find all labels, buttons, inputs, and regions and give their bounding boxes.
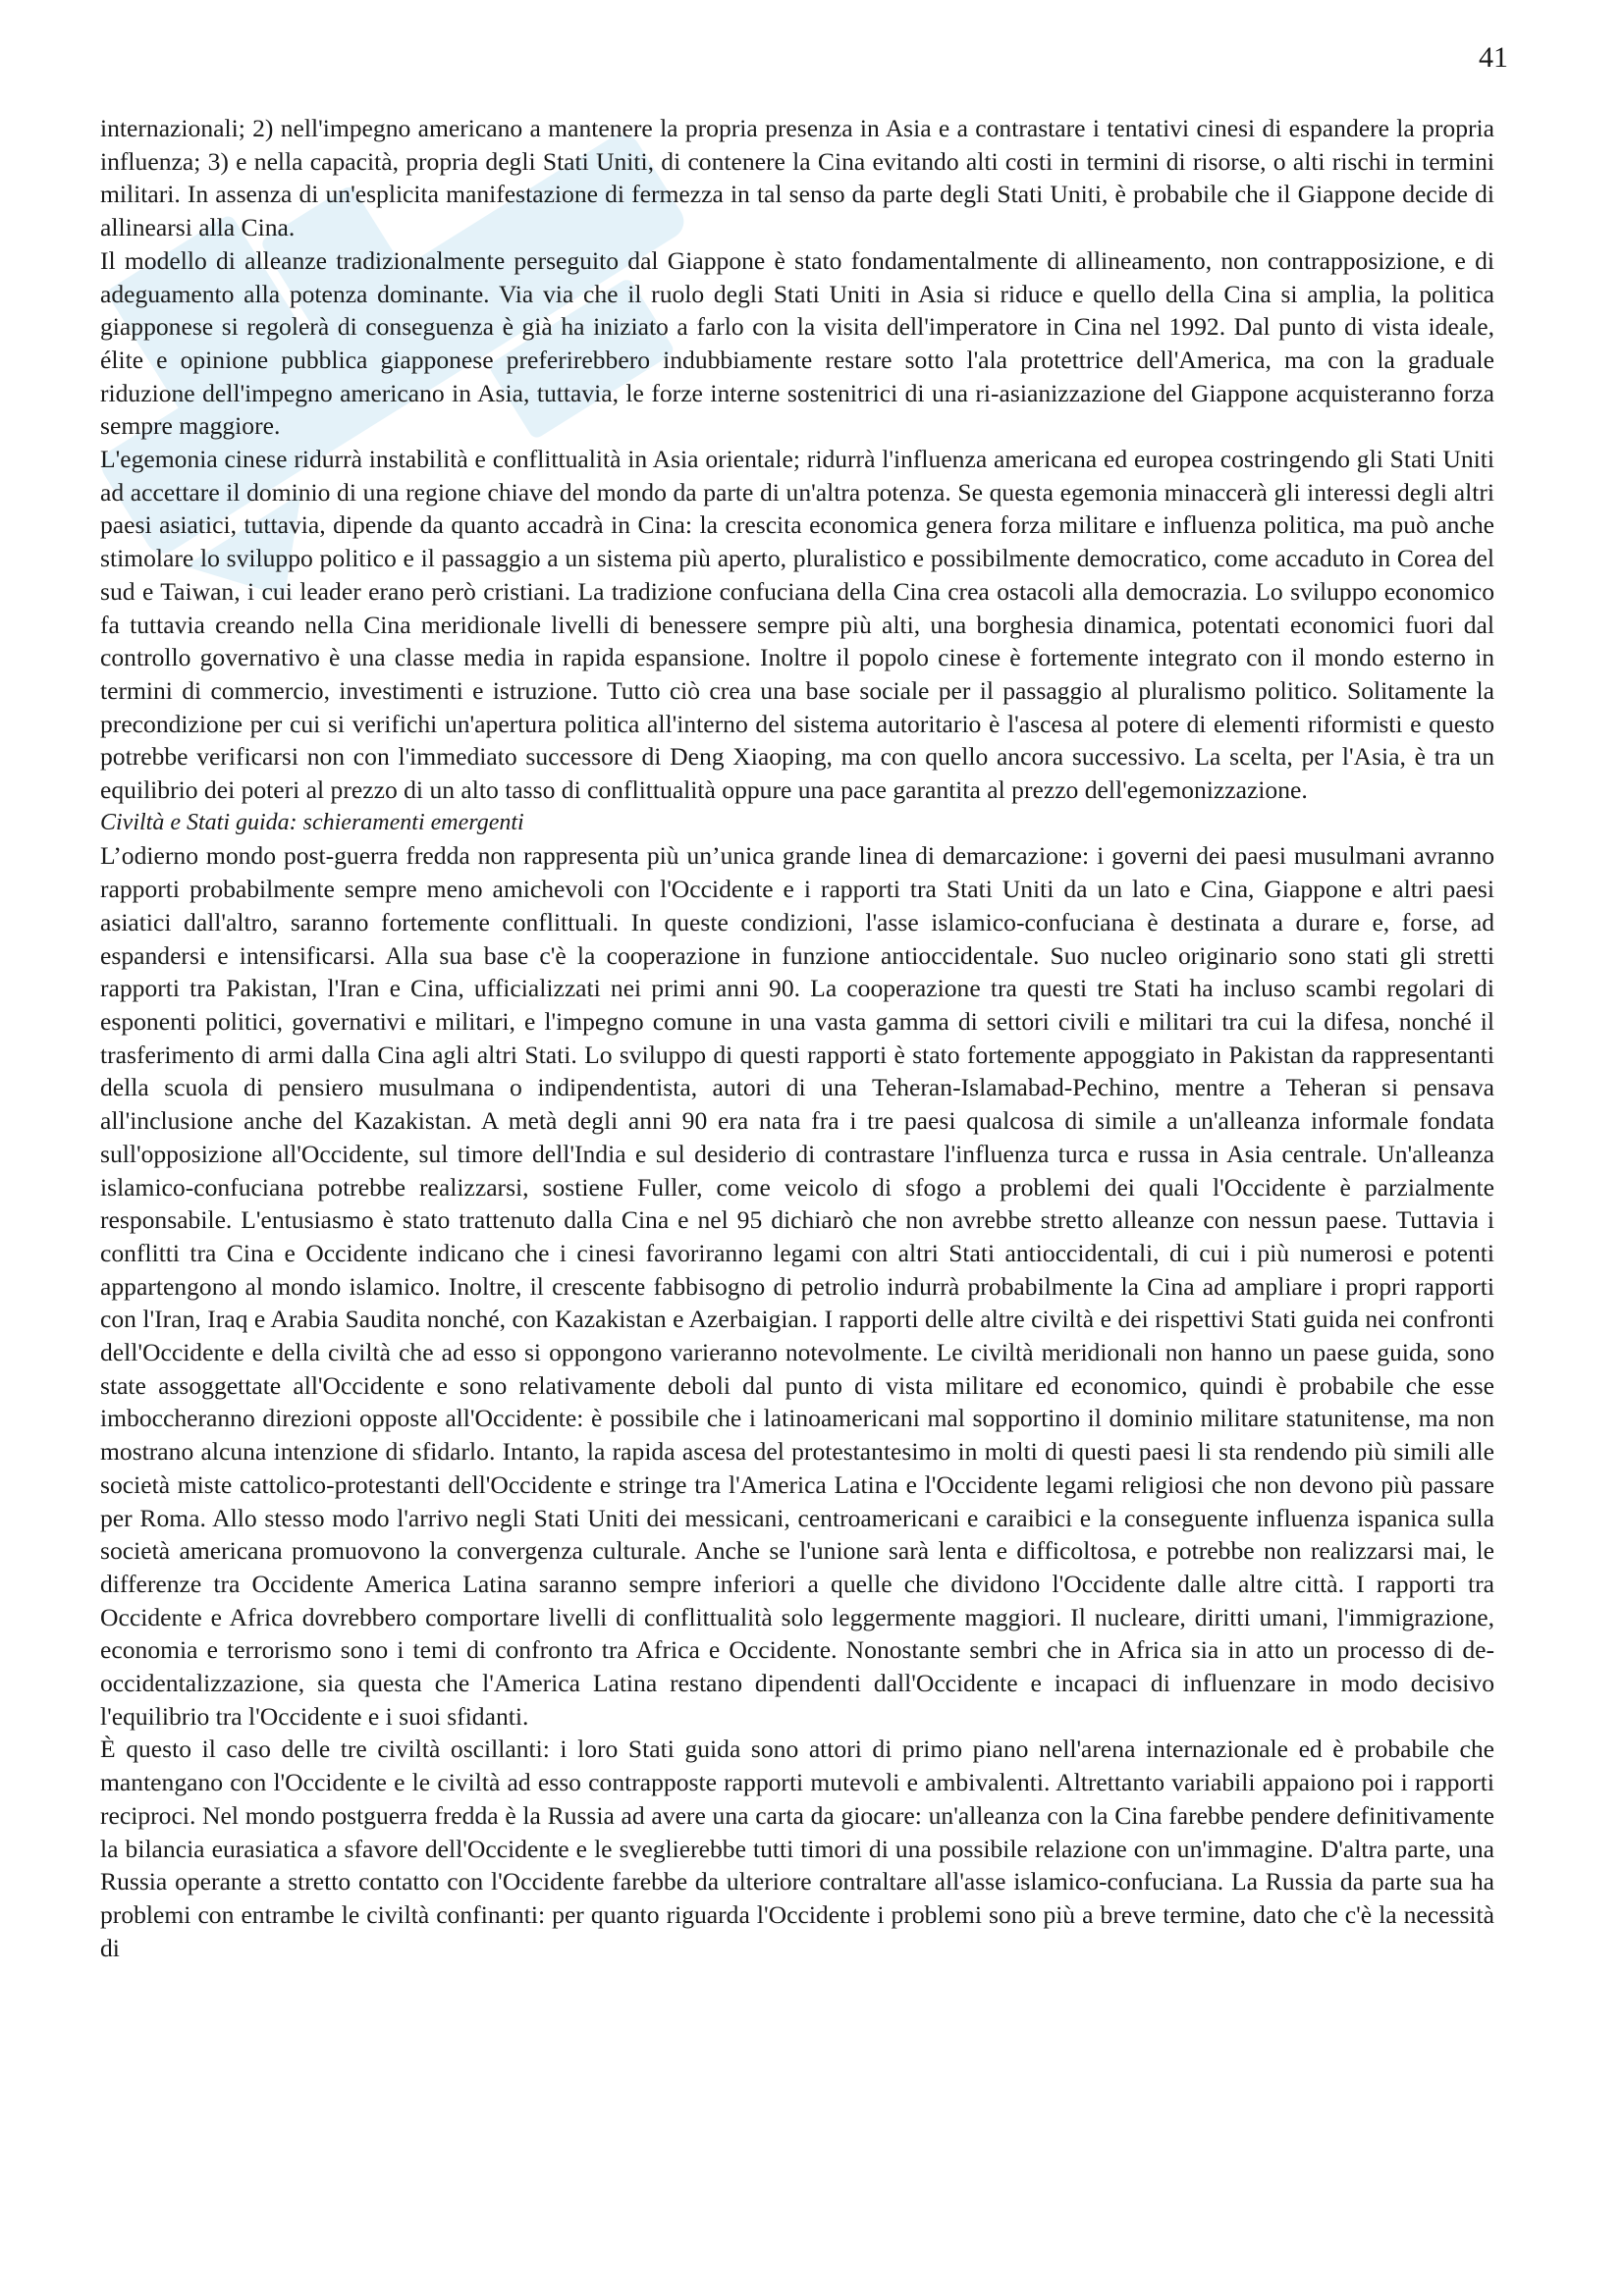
body-text [100, 112, 1494, 1964]
paragraph: È questo il caso delle tre civiltà oscillanti: i loro Stati guida sono attori di primo piano nell'arena internazionale ed è probabile che mantengano con l'Occidente e le civiltà ad esso contrapposte rapporti mutevoli e ambivalenti. Altrettanto variabili appaiono poi i rapporti reciproci. Nel mondo postguerra fredda è la Russia ad avere una carta da giocare: un'alleanza con la Cina farebbe pendere definitivamente la bilancia eurasiatica a sfavore dell'Occidente e le sveglierebbe tutti timori di una possibile relazione con un'immagine. D'altra parte, una Russia operante a stretto contatto con l'Occidente farebbe da ulteriore contraltare all'asse islamico-confuciana. La Russia da parte sua ha problemi con entrambe le civiltà confinanti: per quanto riguarda l'Occidente i problemi sono più a breve termine, dato che c'è la necessità di [100, 1735, 1494, 1962]
paragraph: internazionali; 2) nell'impegno americano a mantenere la propria presenza in Asia e a contrastare i tentativi cinesi di espandere la propria influenza; 3) e nella capacità, propria degli Stati Uniti, di contenere la Cina evitando alti costi in termini di risorse, o alti rischi in termini militari. In assenza di un'esplicita manifestazione di fermezza in tal senso da parte degli Stati Uniti, è probabile che il Giappone decide di allinearsi alla Cina. [100, 114, 1494, 242]
paragraph: L'egemonia cinese ridurrà instabilità e conflittualità in Asia orientale; ridurrà l'influenza americana ed europea costringendo gli Stati Uniti ad accettare il dominio di una regione chiave del mondo da parte di un'altra potenza. Se questa egemonia minaccerà gli interessi degli altri paesi asiatici, tuttavia, dipende da quanto accadrà in Cina: la crescita economica genera forza militare e influenza politica, ma può anche stimolare lo sviluppo politico e il passaggio a un sistema più aperto, pluralistico e possibilmente democratico, come accaduto in Corea del sud e Taiwan, i cui leader erano però cristiani. La tradizione confuciana della Cina crea ostacoli alla democrazia. Lo sviluppo economico fa tuttavia creando nella Cina meridionale livelli di benessere sempre più alti, una borghesia dinamica, potentati economici fuori dal controllo governativo è una classe media in rapida espansione. Inoltre il popolo cinese è fortemente integrato con il mondo esterno in termini di commercio, investimenti e istruzione. Tutto ciò crea una base sociale per il passaggio al pluralismo politico. Solitamente la precondizione per cui si verifichi un'apertura politica all'interno del sistema autoritario è l'ascesa al potere di elementi riformisti e questo potrebbe verificarsi non con l'immediato successore di Deng Xiaoping, ma con quello ancora successivo. La scelta, per l'Asia, è tra un equilibrio dei poteri al prezzo di un alto tasso di conflittualità oppure una pace garantita al prezzo dell'egemonizzazione. [100, 445, 1494, 805]
section-heading: Civiltà e Stati guida: schieramenti emergenti [100, 809, 524, 835]
paragraph: L’odierno mondo post-guerra fredda non rappresenta più un’unica grande linea di demarcazione: i governi dei paesi musulmani avranno rapporti probabilmente sempre meno amichevoli con l'Occidente e i rapporti tra Stati Uniti da un lato e Cina, Giappone e altri paesi asiatici dall'altro, saranno fortemente conflittuali. In queste condizioni, l'asse islamico-confuciana è destinata a durare e, forse, ad espandersi e intensificarsi. Alla sua base c'è la cooperazione in funzione antioccidentale. Suo nucleo originario sono stati gli stretti rapporti tra Pakistan, l'Iran e Cina, ufficializzati nei primi anni 90. La cooperazione tra questi tre Stati ha incluso scambi regolari di esponenti politici, governativi e militari, e l'impegno comune in una vasta gamma di settori civili e militari tra cui la difesa, nonché il trasferimento di armi dalla Cina agli altri Stati. Lo sviluppo di questi rapporti è stato fortemente appoggiato in Pakistan da rappresentanti della scuola di pensiero musulmana o indipendentista, autori di una Teheran-Islamabad-Pechino, mentre a Teheran si pensava all'inclusione anche del Kazakistan. A metà degli anni 90 era nata fra i tre paesi qualcosa di simile a un'alleanza informale fondata sull'opposizione all'Occidente, sul timore dell'India e sul desiderio di contrastare l'influenza turca e russa in Asia centrale. Un'alleanza islamico-confuciana potrebbe realizzarsi, sostiene Fuller, come veicolo di sfogo a problemi dei quali l'Occidente è parzialmente responsabile. L'entusiasmo è stato trattenuto dalla Cina e nel 95 dichiarò che non avrebbe stretto alleanze con nessun paese. Tuttavia i conflitti tra Cina e Occidente indicano che i cinesi favoriranno legami con altri Stati antioccidentali, di cui i più numerosi e potenti appartengono al mondo islamico. Inoltre, il crescente fabbisogno di petrolio indurrà probabilmente la Cina ad ampliare i propri rapporti con l'Iran, Iraq e Arabia Saudita nonché, con Kazakistan e Azerbaigian. I rapporti delle altre civiltà e dei rispettivi Stati guida nei confronti dell'Occidente e della civiltà che ad esso si oppongono varieranno notevolmente. Le civiltà meridionali non hanno un paese guida, sono state assoggettate all'Occidente e sono relativamente deboli dal punto di vista militare ed economico, quindi è probabile che esse imboccheranno direzioni opposte all'Occidente: è possibile che i latinoamericani mal sopportino il dominio militare statunitense, ma non mostrano alcuna intenzione di sfidarlo. Intanto, la rapida ascesa del protestantesimo in molti di questi paesi li sta rendendo più simili alle società miste cattolico-protestanti dell'Occidente e stringe tra l'America Latina e l'Occidente legami religiosi che non devono più passare per Roma. Allo stesso modo l'arrivo negli Stati Uniti dei messicani, centroamericani e caraibici e la conseguente influenza ispanica sulla società americana promuovono la convergenza culturale. Anche se l'unione sarà lenta e difficoltosa, e potrebbe non realizzarsi mai, le differenze tra Occidente America Latina saranno sempre inferiori a quelle che dividono l'Occidente dalle altre città. I rapporti tra Occidente e Africa dovrebbero comportare livelli di conflittualità solo leggermente maggiori. Il nucleare, diritti umani, l'immigrazione, economia e terrorismo sono i temi di confronto tra Africa e Occidente. Nonostante sembri che in Africa sia in atto un processo di de-occidentalizzazione, sia questa che l'America Latina restano dipendenti dall'Occidente e incapaci di influenzare in modo decisivo l'equilibrio tra l'Occidente e i suoi sfidanti. [100, 841, 1494, 1731]
paragraph: Il modello di alleanze tradizionalmente perseguito dal Giappone è stato fondamentalmente di allineamento, non contrapposizione, e di adeguamento alla potenza dominante. Via via che il ruolo degli Stati Uniti in Asia si riduce e quello della Cina si amplia, la politica giapponese si regolerà di conseguenza è già ha iniziato a farlo con la visita dell'imperatore in Cina nel 1992. Dal punto di vista ideale, élite e opinione pubblica giapponese preferirebbero indubbiamente restare sotto l'ala protettrice dell'America, ma con la graduale riduzione dell'impegno americano in Asia, tuttavia, le forze interne sostenitrici di una ri-asianizzazione del Giappone acquisteranno forza sempre maggiore. [100, 245, 1494, 441]
page-number: 41 [1479, 41, 1508, 74]
